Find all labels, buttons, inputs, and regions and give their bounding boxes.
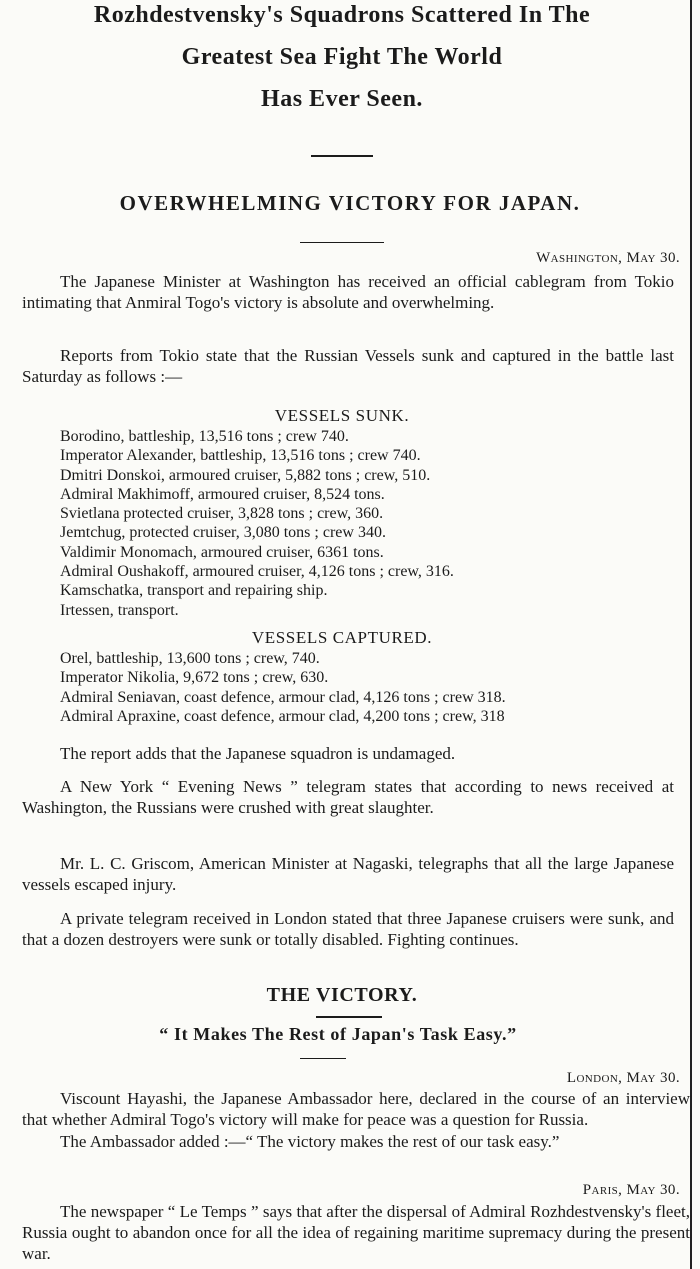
vessel-entry: Kamschatka, transport and repairing ship. bbox=[60, 582, 328, 600]
article-paragraph: A New York “ Evening News ” telegram states that according to news received at Washington, the Russians were crushed with great slaughter. bbox=[22, 777, 674, 817]
vessel-entry: Borodino, battleship, 13,516 tons ; crew 740. bbox=[60, 428, 349, 445]
dateline: Paris, May 30. bbox=[582, 1182, 680, 1198]
divider-rule bbox=[300, 1058, 346, 1059]
dateline: London, May 30. bbox=[566, 1070, 680, 1086]
vessel-entry: Admiral Apraxine, coast defence, armour clad, 4,200 tons ; crew, 318 bbox=[60, 707, 505, 725]
article-paragraph: The Ambassador added :—“ The victory makes the rest of our task easy.” bbox=[60, 1132, 560, 1151]
article-paragraph: Viscount Hayashi, the Japanese Ambassador here, declared in the course of an interview that whether Admiral Togo's victory will make for peace was a question for Russia. bbox=[22, 1089, 690, 1129]
article-paragraph: Mr. L. C. Griscom, American Minister at Nagaski, telegraphs that all the large Japanese vessels escaped injury. bbox=[22, 854, 674, 894]
divider-rule bbox=[311, 155, 373, 157]
article-paragraph: The Japanese Minister at Washington has received an official cablegram from Tokio intimating that Anmiral Togo's victory is absolute and overwhelming. bbox=[22, 272, 674, 312]
vessel-entry: Admiral Seniavan, coast defence, armour clad, 4,126 tons ; crew 318. bbox=[60, 688, 506, 706]
article-paragraph: Reports from Tokio state that the Russian Vessels sunk and captured in the battle last Saturday as follows :— bbox=[22, 346, 674, 386]
headline-line-2: Greatest Sea Fight The World bbox=[181, 44, 503, 70]
article-paragraph: A private telegram received in London stated that three Japanese cruisers were sunk, and that a dozen destroyers were sunk or totally disabled. Fighting continues. bbox=[22, 909, 674, 949]
vessels-captured-list bbox=[60, 649, 506, 726]
vessels-sunk-heading: VESSELS SUNK. bbox=[274, 406, 410, 425]
vessel-entry: Valdimir Monomach, armoured cruiser, 6361 tons. bbox=[60, 543, 384, 561]
vessel-entry: Imperator Alexander, battleship, 13,516 tons ; crew 740. bbox=[60, 447, 421, 465]
vessel-entry: Svietlana protected cruiser, 3,828 tons ; crew, 360. bbox=[60, 505, 384, 523]
vessel-entry: Irtessen, transport. bbox=[60, 601, 179, 619]
vessel-entry: Admiral Oushakoff, armoured cruiser, 4,126 tons ; crew, 316. bbox=[60, 563, 454, 581]
headline-line-1: Rozhdestvensky's Squadrons Scattered In The bbox=[93, 2, 591, 28]
section-title: THE VICTORY. bbox=[266, 984, 418, 1006]
divider-rule bbox=[300, 242, 384, 243]
headline-line-3: Has Ever Seen. bbox=[261, 86, 423, 112]
vessels-captured-heading: VESSELS CAPTURED. bbox=[251, 628, 433, 647]
vessel-entry: Jemtchug, protected cruiser, 3,080 tons ; crew 340. bbox=[60, 524, 386, 542]
vessel-entry: Admiral Makhimoff, armoured cruiser, 8,524 tons. bbox=[60, 485, 385, 503]
divider-rule bbox=[316, 1016, 382, 1018]
dateline: Washington, May 30. bbox=[536, 250, 680, 266]
vessel-entry: Imperator Nikolia, 9,672 tons ; crew, 630. bbox=[60, 669, 329, 687]
banner-headline: OVERWHELMING VICTORY FOR JAPAN. bbox=[119, 191, 581, 215]
article-paragraph: The newspaper “ Le Temps ” says that after the dispersal of Admiral Rozhdestvensky's fleet, Russia ought to abandon once for all the idea of regaining maritime supremacy during the present war. bbox=[22, 1202, 690, 1263]
vessel-entry: Orel, battleship, 13,600 tons ; crew, 740. bbox=[60, 650, 320, 667]
vessels-sunk-list bbox=[60, 427, 454, 620]
article-paragraph: The report adds that the Japanese squadron is undamaged. bbox=[60, 744, 456, 763]
section-subtitle: “ It Makes The Rest of Japan's Task Easy.” bbox=[159, 1024, 517, 1044]
vessel-entry: Dmitri Donskoi, armoured cruiser, 5,882 tons ; crew, 510. bbox=[60, 466, 431, 484]
